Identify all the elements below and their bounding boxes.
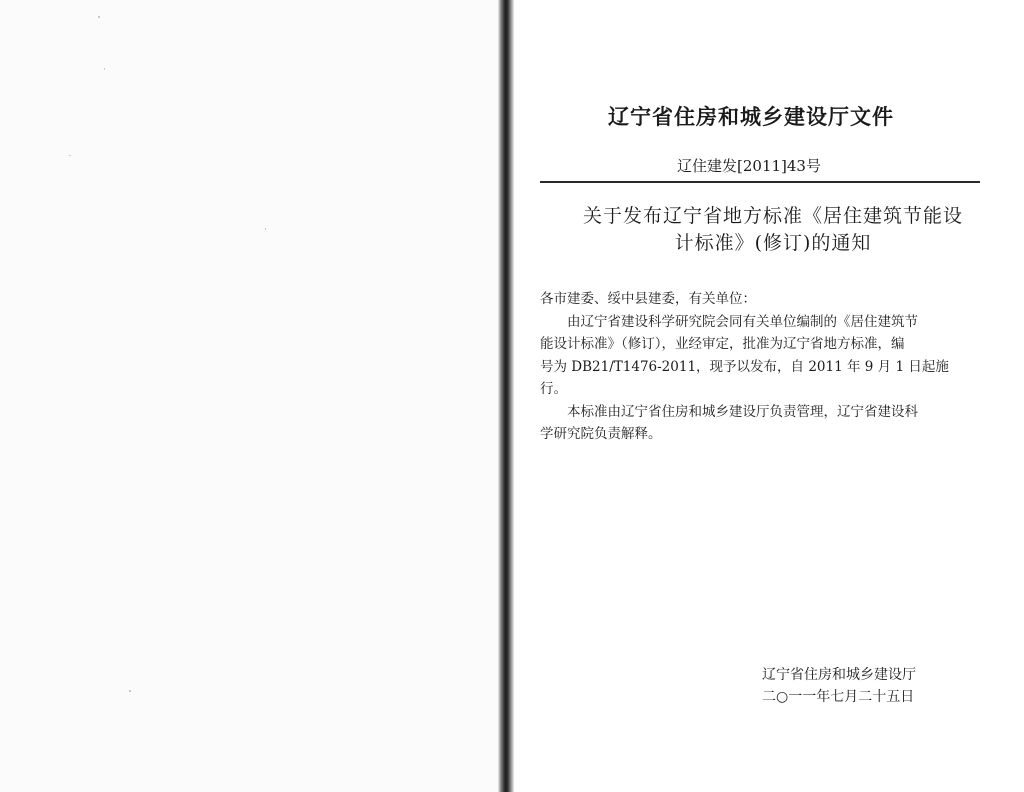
issuer-name: 辽宁省住房和城乡建设厅: [762, 667, 916, 683]
paragraph-2-line: 学研究院负责解释。: [540, 426, 662, 442]
paragraph-2-line: 本标准由辽宁省住房和城乡建设厅负责管理，辽宁省建设科: [567, 403, 918, 420]
notice-subject: [568, 203, 978, 257]
issue-date: 二○一一年七月二十五日: [762, 689, 915, 705]
paper-speck: [104, 68, 105, 70]
book-spine: [498, 0, 514, 792]
paper-speck: [129, 690, 131, 692]
paper-speck: [69, 155, 71, 156]
signature-block: [762, 664, 916, 708]
subject-line-1: 关于发布辽宁省地方标准《居住建筑节能设: [582, 205, 963, 227]
subject-line-2: 计标准》(修订)的通知: [674, 232, 872, 254]
document-title: 辽宁省住房和城乡建设厅文件: [608, 105, 894, 129]
paper-speck: [98, 16, 100, 18]
paragraph-1-line: 由辽宁省建设科学研究院会同有关单位编制的《居住建筑节: [567, 313, 918, 330]
paragraph-1-line: 号为 DB21/T1476-2011，现予以发布，自 2011 年 9 月 1 日起施: [540, 358, 949, 375]
addressee: 各市建委、绥中县建委，有关单位：: [540, 291, 756, 307]
paragraph-1-line: 能设计标准》（修订），业经审定，批准为辽宁省地方标准，编: [540, 336, 905, 352]
header-rule: [540, 181, 980, 183]
notice-body: [540, 288, 980, 446]
blank-left-page: [0, 0, 498, 792]
document-number: 辽住建发[2011]43号: [677, 157, 821, 175]
paper-speck: [265, 228, 266, 230]
paragraph-1-line: 行。: [540, 381, 567, 397]
